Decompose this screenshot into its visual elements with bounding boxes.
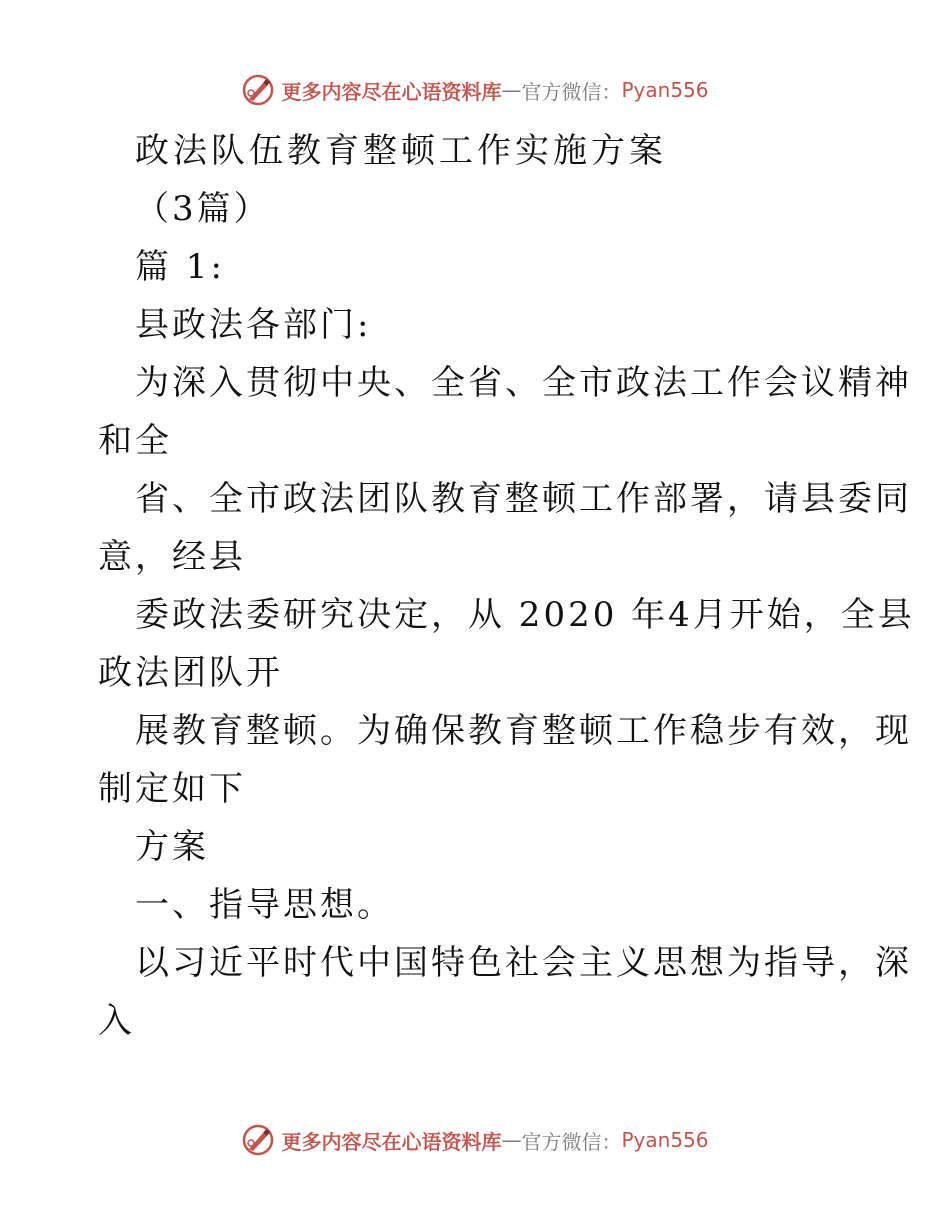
paragraph-line: 省、全市政法团队教育整顿工作部署，请县委同 [135,479,912,519]
document-title: 政法队伍教育整顿工作实施方案 [135,131,667,171]
pen-logo-icon [241,73,275,107]
pen-logo-icon [241,1123,275,1157]
paragraph-line: 方案 [135,827,209,867]
paragraph-line: 以习近平时代中国特色社会主义思想为指导，深 [135,943,912,983]
document-subtitle: （3篇） [135,189,271,229]
paragraph-line: 入 [98,1001,135,1041]
watermark-account: Pyan556 [621,1128,709,1152]
paragraph-line: 制定如下 [98,769,246,809]
watermark-text: 更多内容尽在心语资料库 [281,79,502,104]
paragraph-line: 为深入贯彻中央、全省、全市政法工作会议精神 [135,363,912,403]
watermark-account: Pyan556 [621,78,709,102]
header-watermark [0,70,950,110]
addressee: 县政法各部门: [135,305,372,345]
paragraph-line: 展教育整顿。为确保教育整顿工作稳步有效，现 [135,711,912,751]
watermark-separator: — [501,78,522,102]
paragraph-line: 委政法委研究决定，从 2020 年4月开始，全县 [135,595,915,635]
section-label: 篇 1: [135,247,225,287]
paragraph-line: 政法团队开 [98,653,283,693]
watermark-separator: — [501,1128,522,1152]
watermark-text: 更多内容尽在心语资料库 [281,1129,502,1154]
paragraph-line: 意，经县 [98,537,246,577]
section-heading: 一、指导思想。 [135,885,394,925]
document-body [98,122,915,1050]
watermark-wechat-label: 官方微信： [521,79,622,104]
watermark-wechat-label: 官方微信： [521,1129,622,1154]
paragraph-line: 和全 [98,421,172,461]
footer-watermark [0,1120,950,1160]
